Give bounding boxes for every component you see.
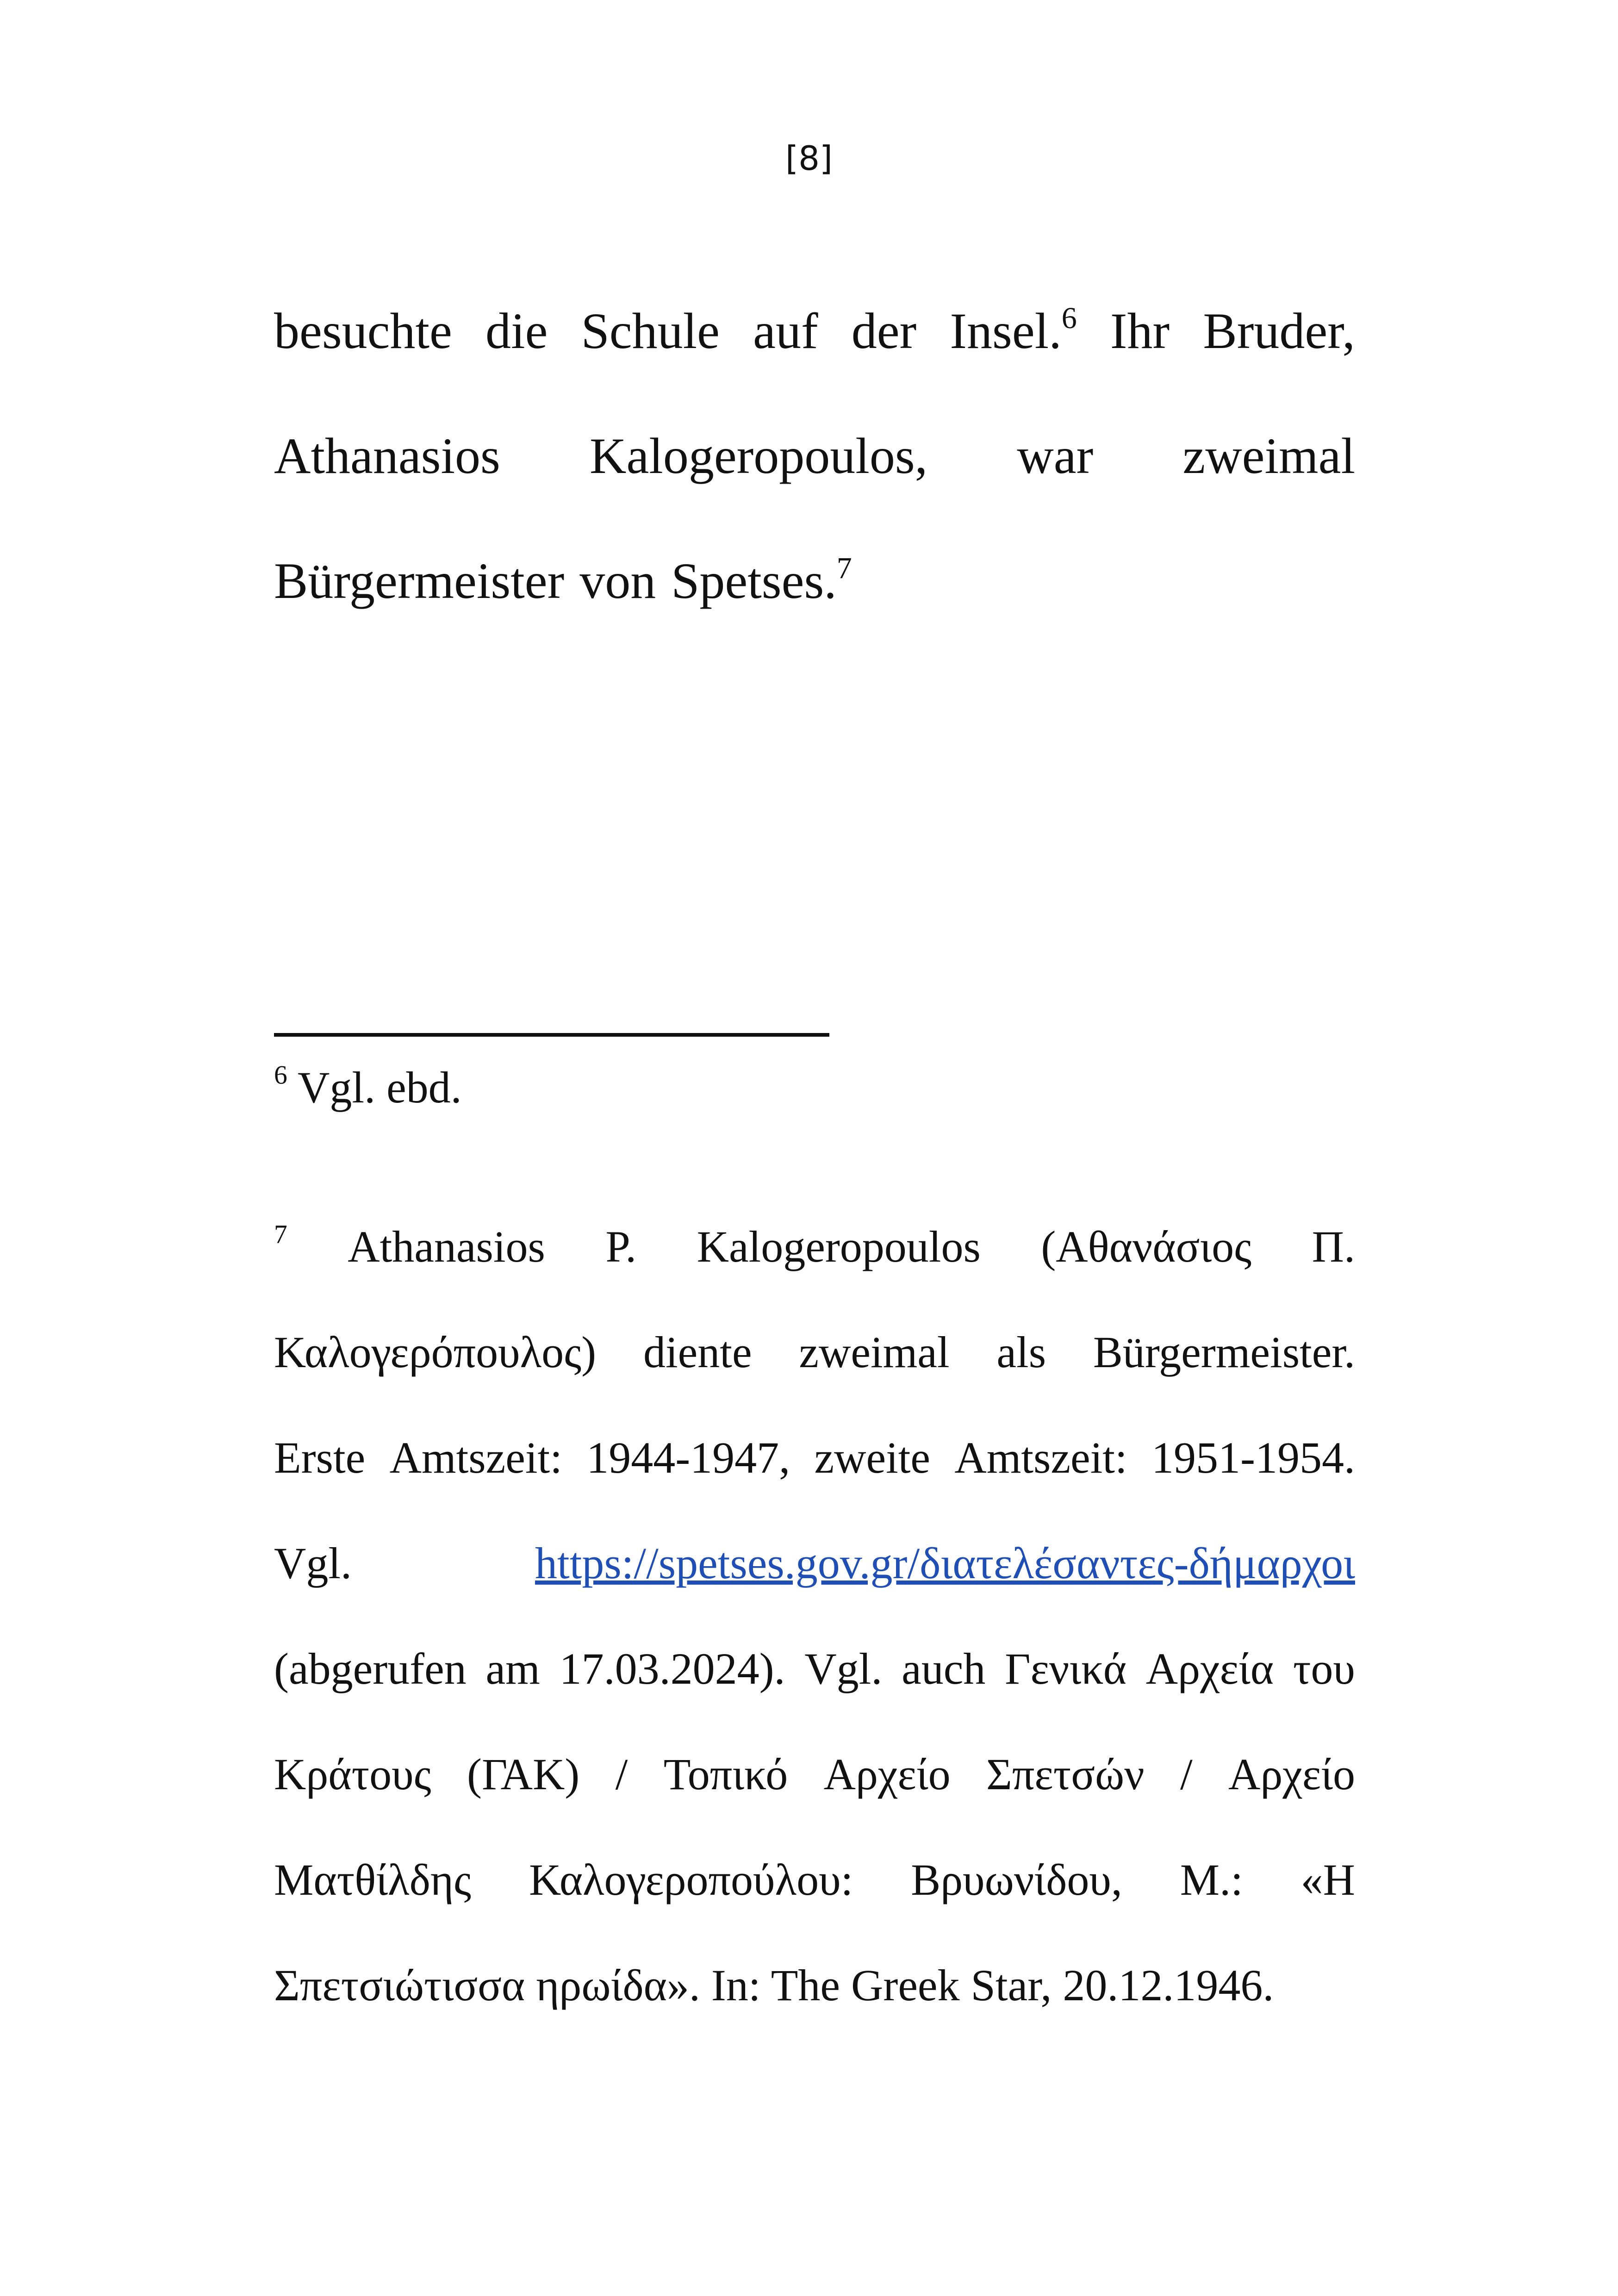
footnote-7-line-4: Vgl. https://spetses.gov.gr/διατελέσαντες-δήμαρχοι xyxy=(274,1511,1355,1616)
footnote-marker: 7 xyxy=(274,1220,287,1249)
footnote-7-line-2: Καλογερόπουλος) diente zweimal als Bürgermeister. xyxy=(274,1327,1355,1377)
body-line-2: Athanasios Kalogeropoulos, war zweimal xyxy=(274,428,1355,484)
body-paragraph xyxy=(274,268,1355,643)
body-line-3: Bürgermeister von Spetses.$^7$ xyxy=(274,551,852,609)
footnote-ref-6[interactable]: 6 xyxy=(1061,301,1077,336)
footnote-marker: 6 xyxy=(274,1060,287,1090)
footnote-7-line-8: Σπετσιώτισσα ηρωίδα». In: The Greek Star, 20.12.1946. xyxy=(274,1960,1274,2010)
footnote-7-line-6: Κράτους (ΓΑΚ) / Τοπικό Αρχείο Σπετσών / Αρχείο xyxy=(274,1749,1355,1799)
footnote-text: Vgl. ebd. xyxy=(298,1063,462,1112)
source-link[interactable]: https://spetses.gov.gr/διατελέσαντες-δήμαρχοι xyxy=(535,1538,1355,1588)
footnote-6 xyxy=(274,1060,1355,1115)
footnote-7-line-3: Erste Amtszeit: 1944-1947, zweite Amtszeit: 1951-1954. xyxy=(274,1433,1355,1482)
footnote-ref-7[interactable]: 7 xyxy=(836,551,852,585)
footnote-7-line-1: $^7$ Athanasios P. Kalogeropoulos (Αθανάσιος Π. xyxy=(274,1220,1355,1271)
footnote-7-line-5: (abgerufen am 17.03.2024). Vgl. auch Γενικά Αρχεία του xyxy=(274,1644,1355,1693)
page-number: [8] xyxy=(785,139,833,178)
body-line-1: besuchte die Schule auf der Insel.$^6$ Ihr Bruder, xyxy=(274,301,1355,359)
footnote-7 xyxy=(274,1194,1355,2038)
footnote-separator xyxy=(274,1033,829,1037)
footnote-7-line-7: Ματθίλδης Καλογεροπούλου: Βρυωνίδου, Μ.: «Η xyxy=(274,1855,1355,1904)
